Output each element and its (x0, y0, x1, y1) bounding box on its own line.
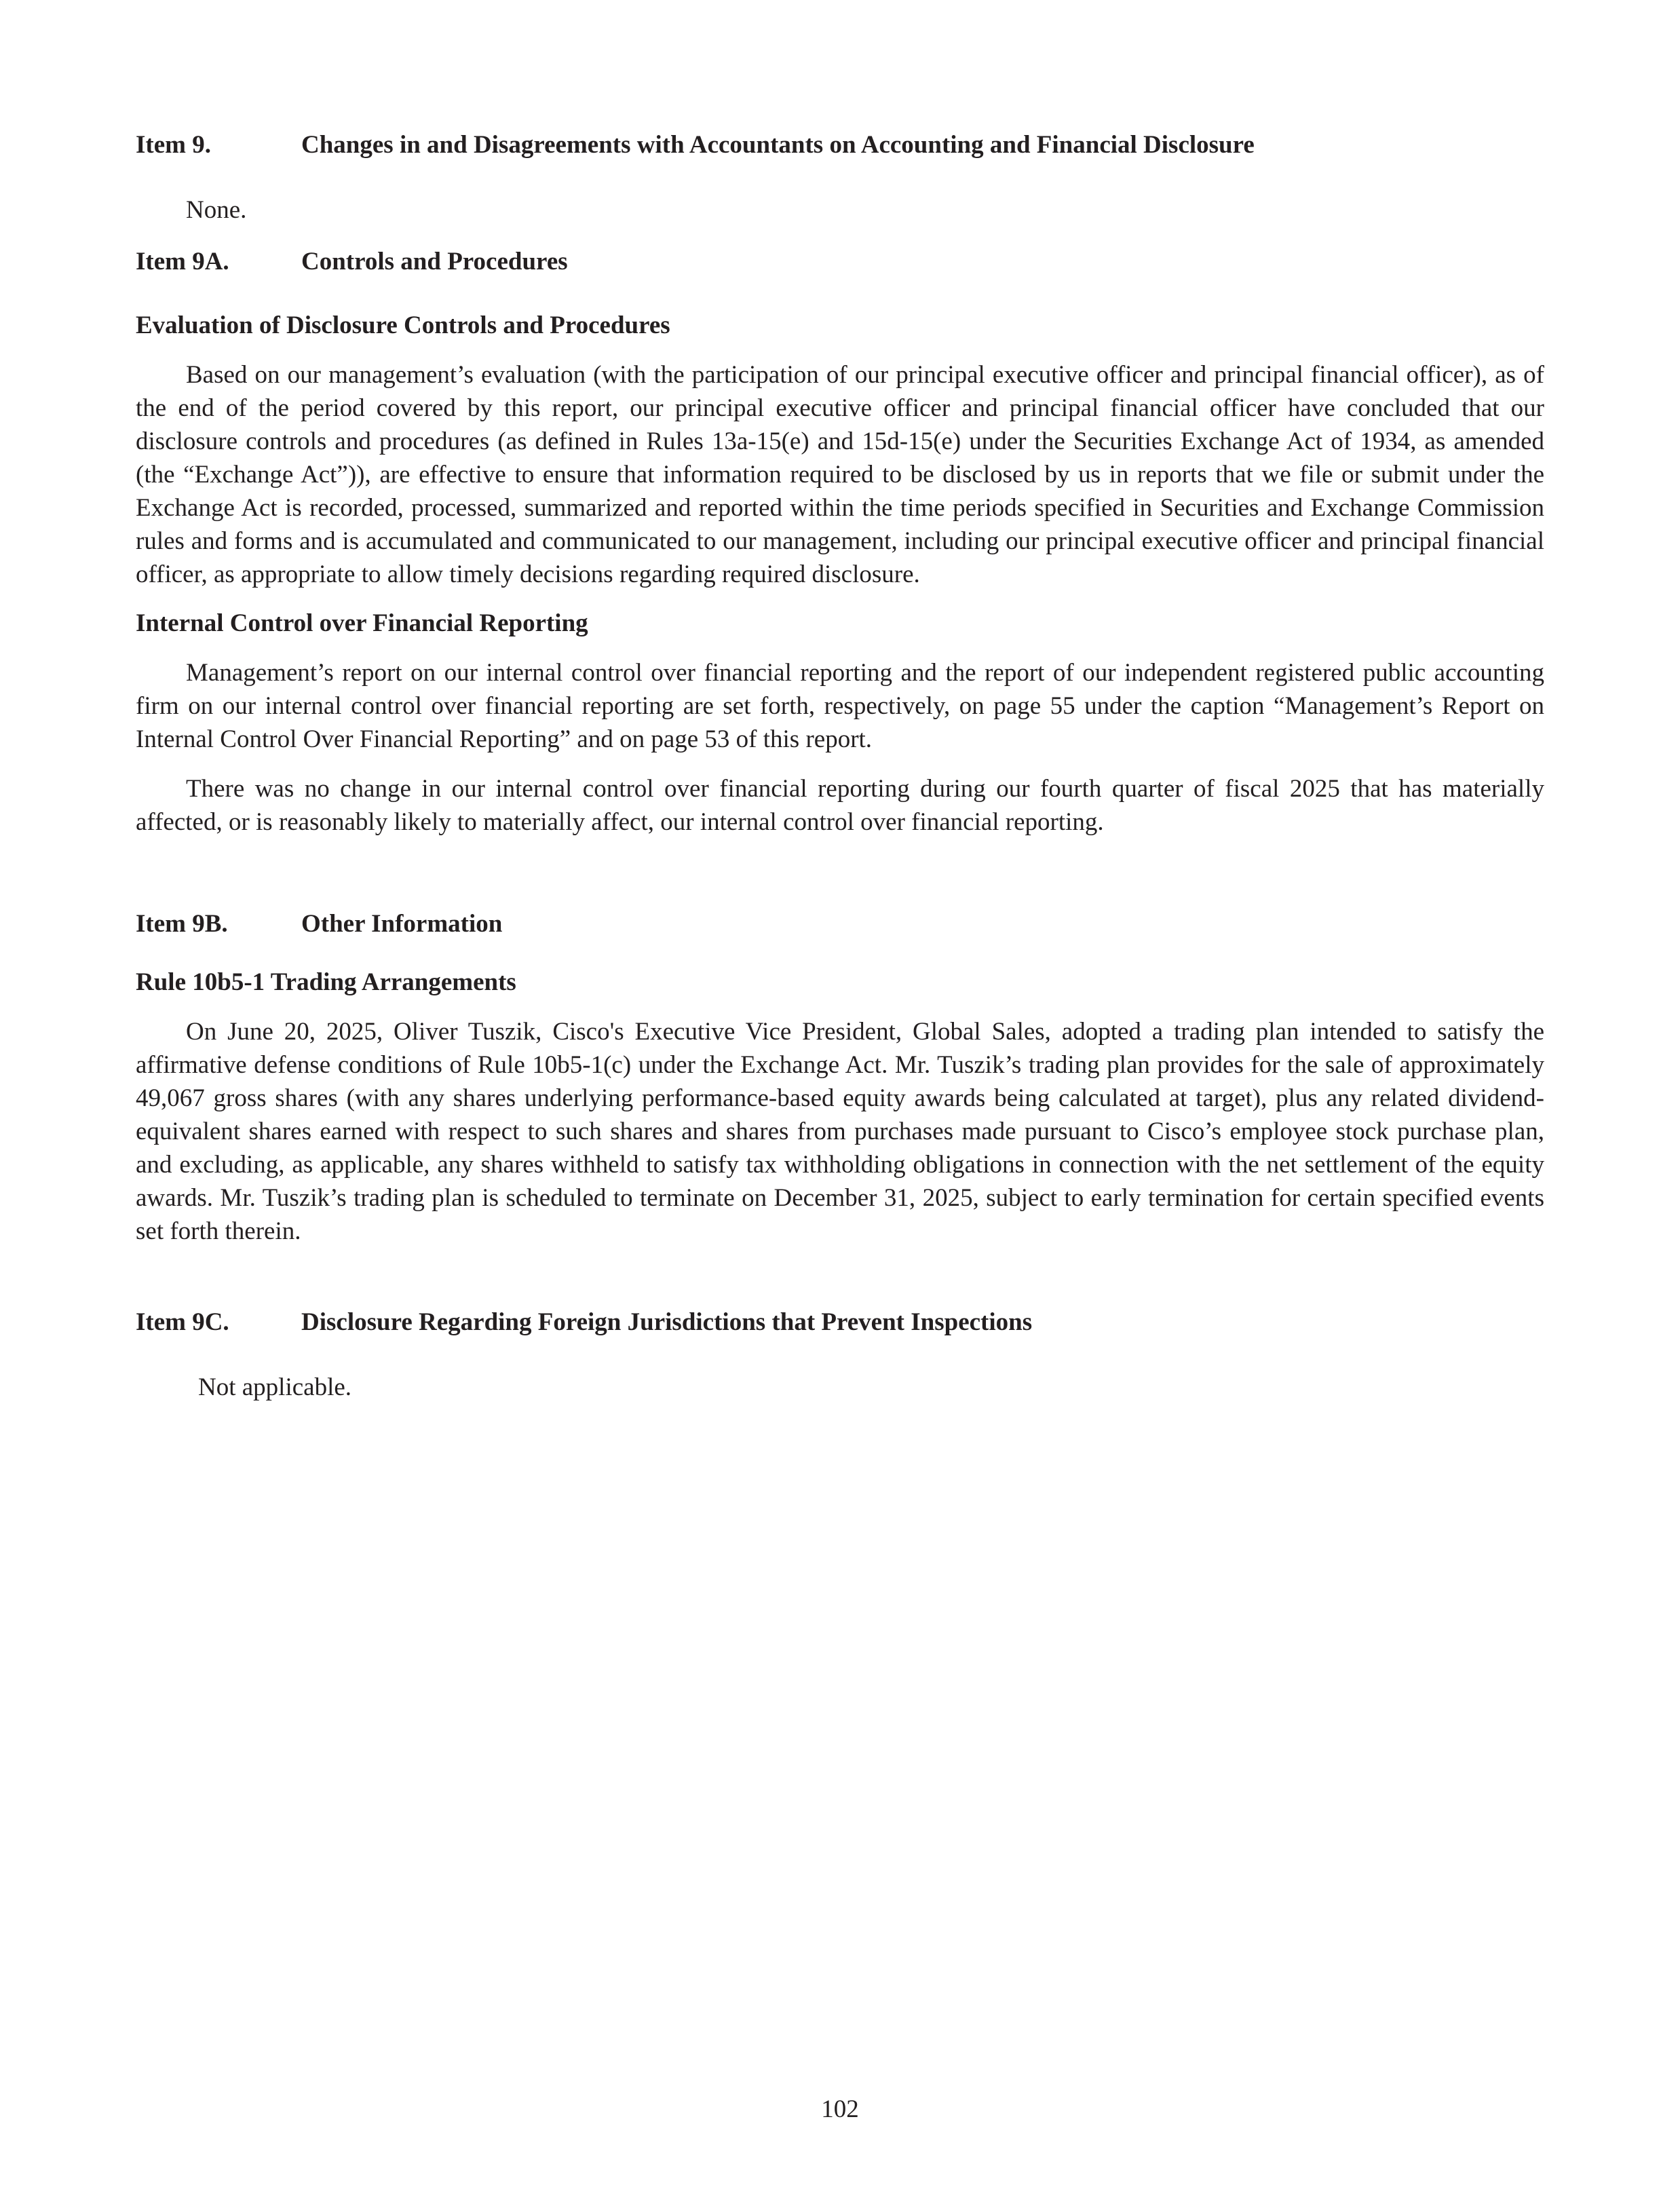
icfr-paragraph-2: There was no change in our internal control over financial reporting during our fourth quarter of fiscal 2025 that has materially affected, or is reasonably likely to materially affect, our internal control over financial reporting. (136, 775, 1544, 836)
document-page (136, 129, 1544, 1404)
rule-10b5-1-heading: Rule 10b5-1 Trading Arrangements (136, 968, 516, 996)
icfr-heading: Internal Control over Financial Reporting (136, 609, 588, 637)
item-9c-number: Item 9C. (136, 1308, 229, 1336)
evaluation-paragraph: Based on our management’s evaluation (with the participation of our principal executive officer and principal financial officer), as of the end of the period covered by this report, our principal executive officer and principal financial officer have concluded that our disclosure controls and procedures (as defined in Rules 13a-15(e) and 15d-15(e) under the Securities Exchange Act of 1934, as amended (the “Exchange Act”)), are effective to ensure that information required to be disclosed by us in reports that we file or submit under the Exchange Act is recorded, processed, summarized and reported within the time periods specified in Securities and Exchange Commission rules and forms and is accumulated and communicated to our management, including our principal executive officer and principal financial officer, as appropriate to allow timely decisions regarding required disclosure. (136, 361, 1544, 588)
page-number: 102 (821, 2095, 859, 2123)
icfr-paragraph-1: Management’s report on our internal control over financial reporting and the report of our independent registered public accounting firm on our internal control over financial reporting are set forth, respectively, on page 55 under the caption “Management’s Report on Internal Control Over Financial Reporting” and on page 53 of this report. (136, 659, 1544, 753)
item-9c-title: Disclosure Regarding Foreign Jurisdictions that Prevent Inspections (301, 1308, 1033, 1336)
item-9c-body: Not applicable. (198, 1373, 352, 1401)
rule-10b5-1-paragraph: On June 20, 2025, Oliver Tuszik, Cisco's Executive Vice President, Global Sales, adopted a trading plan intended to satisfy the affirmative defense conditions of Rule 10b5-1(c) under the Exchange Act. Mr. Tuszik’s trading plan provides for the sale of approximately 49,067 gross shares (with any shares underlying performance-based equity awards being calculated at target), plus any related dividend-equivalent shares earned with respect to such shares and shares from purchases made pursuant to Cisco’s employee stock purchase plan, and excluding, as applicable, any shares withheld to satisfy tax withholding obligations in connection with the net settlement of the equity awards. Mr. Tuszik’s trading plan is scheduled to terminate on December 31, 2025, subject to early termination for certain specified events set forth therein. (136, 1018, 1544, 1245)
evaluation-heading: Evaluation of Disclosure Controls and Procedures (136, 311, 670, 339)
item-9b-heading (136, 908, 1544, 940)
item-9-title: Changes in and Disagreements with Accountants on Accounting and Financial Disclosure (301, 131, 1255, 159)
item-9a-heading (136, 246, 1544, 278)
item-9c-heading (136, 1306, 1544, 1339)
item-9-number: Item 9. (136, 131, 211, 159)
item-9a-title: Controls and Procedures (301, 248, 568, 275)
item-9b-number: Item 9B. (136, 910, 228, 938)
item-9-body: None. (186, 196, 247, 224)
item-9a-number: Item 9A. (136, 248, 229, 275)
item-9b-title: Other Information (301, 910, 503, 938)
item-9-heading (136, 129, 1544, 161)
